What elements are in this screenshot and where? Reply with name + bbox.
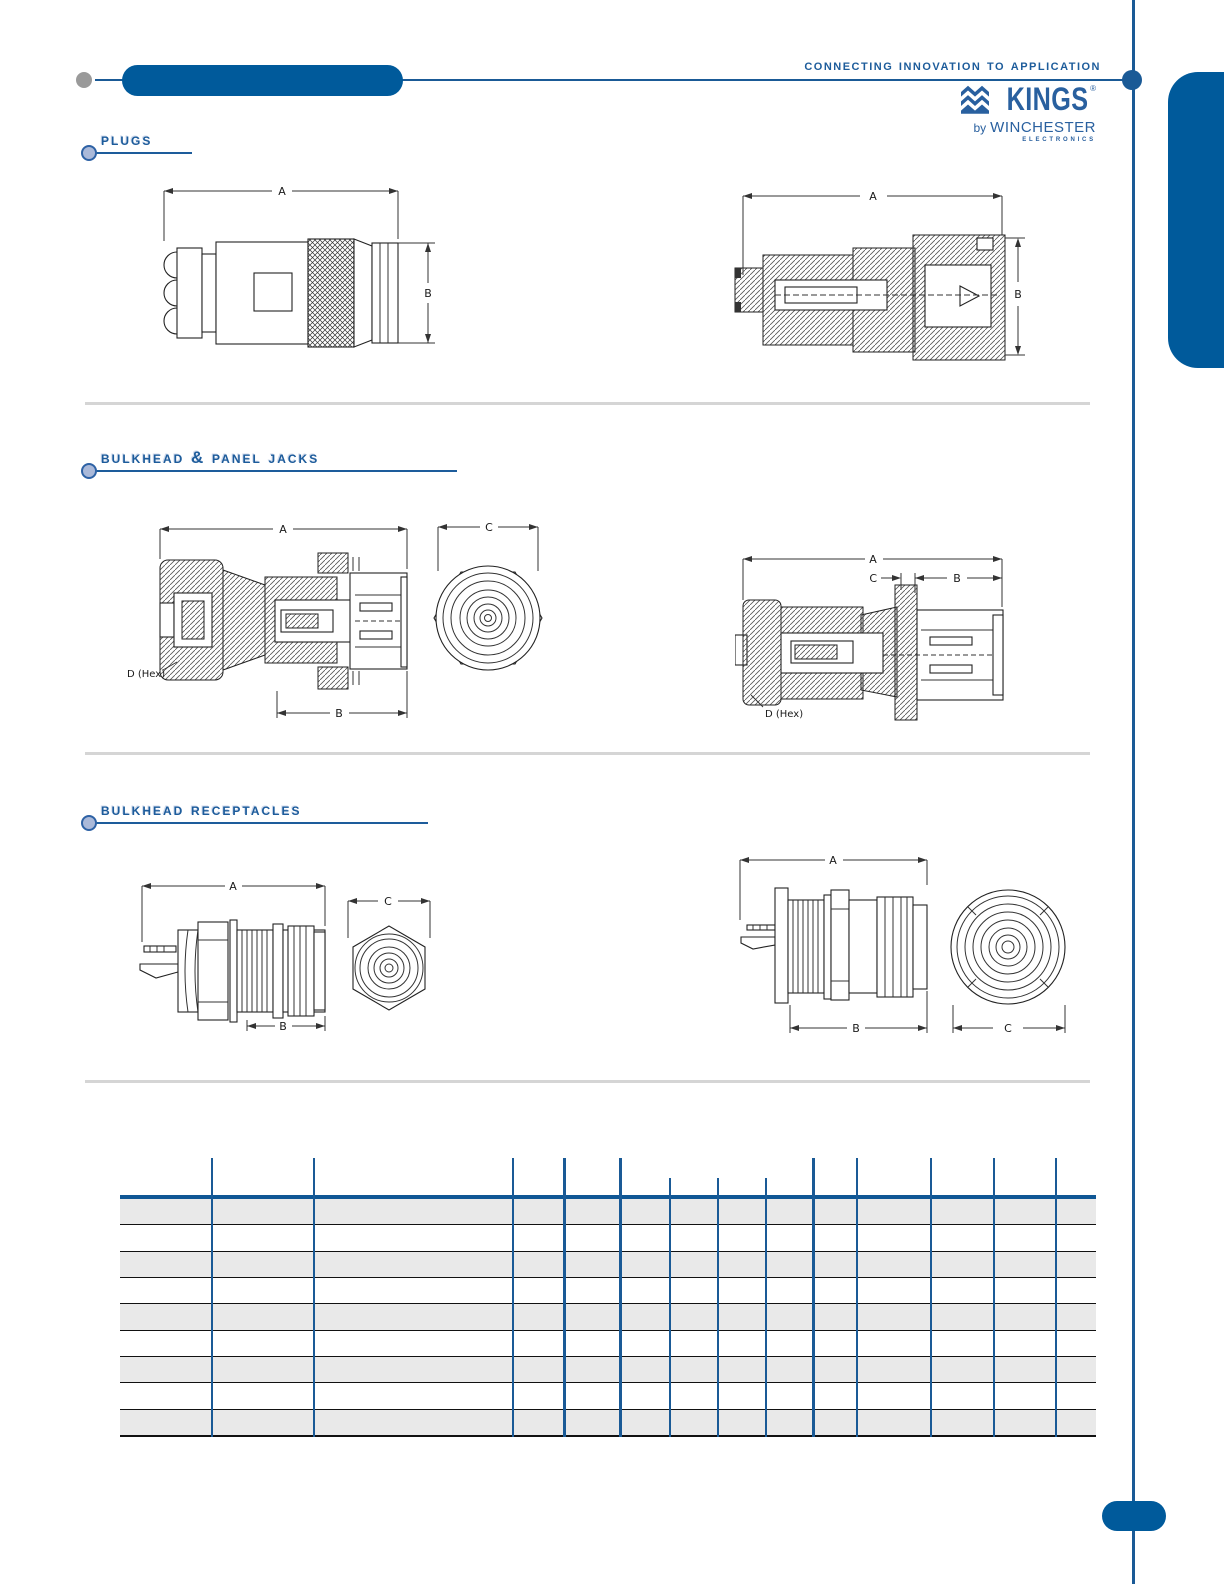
table-column-line (563, 1158, 566, 1437)
table-column-line (930, 1158, 932, 1437)
dim-label-b: B (1014, 288, 1022, 301)
table-column-line (856, 1158, 858, 1437)
logo-by-text: by (973, 121, 987, 135)
table-row (120, 1199, 1096, 1225)
plug-outline-drawing (150, 175, 470, 370)
footer-pill (1102, 1501, 1166, 1531)
dim-label-b: B (953, 572, 961, 585)
dim-label-b: B (335, 707, 343, 720)
table-column-line (512, 1158, 514, 1437)
dim-label-d-hex: D (Hex) (765, 709, 804, 720)
bulkhead-receptacle-drawing-left (130, 870, 460, 1055)
table-column-line (669, 1178, 671, 1437)
dim-label-a: A (229, 880, 237, 893)
section-title-bulkhead-receptacles: bulkhead receptacles (101, 800, 302, 819)
side-index-tab (1168, 72, 1224, 368)
logo-company: WINCHESTER (990, 119, 1096, 136)
table-column-line (313, 1158, 315, 1437)
section-bullet-icon (81, 463, 97, 479)
logo-division: ELECTRONICS (1022, 137, 1096, 143)
table-column-line (765, 1178, 767, 1437)
dim-label-a: A (869, 553, 877, 566)
table-row (120, 1331, 1096, 1357)
dim-label-a: A (278, 185, 286, 198)
table-column-line (812, 1158, 815, 1437)
corner-dot (76, 72, 92, 88)
table-row (120, 1410, 1096, 1435)
section-divider (85, 402, 1090, 405)
table-row (120, 1357, 1096, 1383)
table-row (120, 1304, 1096, 1330)
section-divider (85, 752, 1090, 755)
dim-label-b: B (279, 1020, 287, 1033)
table-row (120, 1225, 1096, 1251)
spec-table (120, 1155, 1096, 1438)
tagline: connecting innovation to application (804, 57, 1101, 74)
dim-label-b: B (424, 287, 432, 300)
header-pill (122, 65, 403, 96)
section-header-bulkhead-receptacles (84, 800, 428, 824)
table-row (120, 1278, 1096, 1304)
page-vertical-rule (1132, 0, 1135, 1584)
table-column-line (1055, 1158, 1057, 1437)
section-bullet-icon (81, 815, 97, 831)
section-divider (85, 1080, 1090, 1083)
section-header-plugs (84, 130, 192, 154)
logo-registered-mark: ® (1090, 84, 1096, 93)
dim-label-c: C (1004, 1022, 1012, 1035)
table-row (120, 1252, 1096, 1278)
panel-jack-section-drawing (735, 545, 1015, 735)
logo-brand: KINGS (1006, 81, 1089, 118)
dim-label-a: A (869, 190, 877, 203)
dim-label-c: C (485, 521, 493, 534)
kings-logo (946, 81, 1096, 143)
table-rows (120, 1199, 1096, 1437)
section-title-bulkhead-panel-jacks: bulkhead & panel jacks (101, 448, 320, 467)
dim-label-d-hex: D (Hex) (127, 669, 166, 680)
dim-label-a: A (279, 523, 287, 536)
table-column-line (211, 1158, 213, 1437)
table-column-line (619, 1158, 622, 1437)
table-row (120, 1383, 1096, 1409)
plug-section-drawing (715, 180, 1035, 370)
dim-label-b: B (852, 1022, 860, 1035)
section-header-bulkhead-panel-jacks (84, 448, 457, 472)
section-title-plugs: plugs (101, 130, 153, 149)
section-bullet-icon (81, 145, 97, 161)
bulkhead-jack-section-drawing (125, 515, 545, 740)
dim-label-c: C (869, 572, 877, 585)
kings-crown-icon (961, 84, 989, 119)
bulkhead-receptacle-drawing-right (735, 845, 1075, 1050)
table-column-line (717, 1178, 719, 1437)
dim-label-c: C (384, 895, 392, 908)
table-column-line (993, 1158, 995, 1437)
dim-label-a: A (829, 854, 837, 867)
